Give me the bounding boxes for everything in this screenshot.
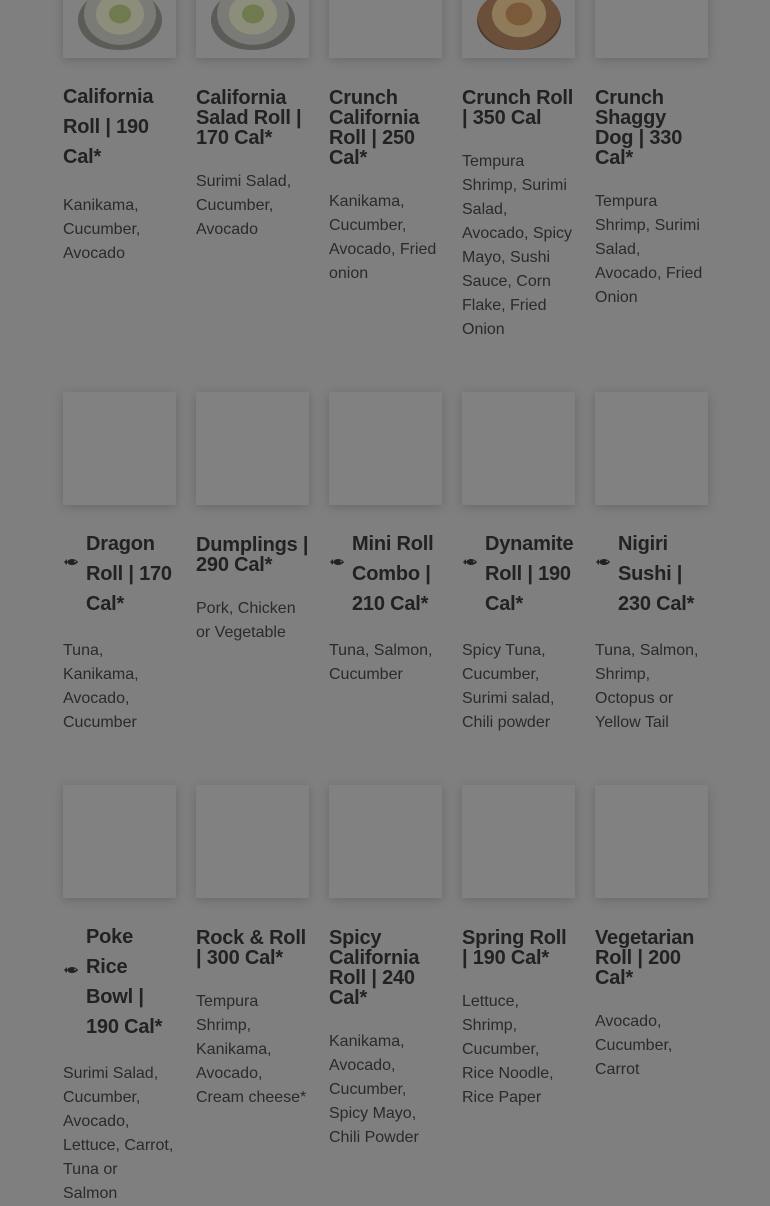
item-photo <box>595 392 708 505</box>
item-title: Dynamite Roll | 190 Cal* <box>485 533 574 615</box>
item-photo <box>462 392 575 505</box>
item-title: Nigiri Sushi | 230 Cal* <box>618 533 695 615</box>
menu-item[interactable] <box>329 785 442 1206</box>
menu-item[interactable] <box>196 392 309 735</box>
item-description: Kanikama, Avocado, Cucumber, Spicy Mayo, Chili Powder <box>329 1033 419 1146</box>
item-photo <box>196 785 309 898</box>
item-description: Kanikama, Cucumber, Avocado, Fried onion <box>329 193 437 282</box>
menu-item[interactable] <box>462 0 575 342</box>
item-photo <box>63 0 176 58</box>
item-description: Surimi Salad, Cucumber, Avocado, Lettuce, Carrot, Tuna or Salmon <box>63 1065 174 1202</box>
menu-item[interactable] <box>595 0 708 342</box>
menu-item[interactable] <box>63 392 176 735</box>
item-photo <box>329 392 442 505</box>
item-description: Surimi Salad, Cucumber, Avocado <box>196 173 292 238</box>
menu-item[interactable] <box>329 392 442 735</box>
menu-item[interactable] <box>63 785 176 1206</box>
item-title: Crunch Roll | 350 Cal <box>462 87 574 129</box>
menu-item[interactable] <box>462 392 575 735</box>
fish-icon <box>462 554 478 570</box>
item-title: Spicy California Roll | 240 Cal* <box>329 927 420 1009</box>
item-description: Pork, Chicken or Vegetable <box>196 600 296 641</box>
item-description: Tempura Shrimp, Surimi Salad, Avocado, Spicy Mayo, Sushi Sauce, Corn Flake, Fried Onion <box>462 153 572 338</box>
item-photo <box>462 785 575 898</box>
item-description: Kanikama, Cucumber, Avocado <box>63 197 141 262</box>
menu-item[interactable] <box>63 0 176 342</box>
menu-row-3 <box>63 785 723 1206</box>
item-description: Tempura Shrimp, Surimi Salad, Avocado, Fried Onion <box>595 193 703 306</box>
item-title: Vegetarian Roll | 200 Cal* <box>595 927 695 989</box>
menu-row-1 <box>63 0 723 342</box>
menu-grid <box>63 0 723 1206</box>
fish-icon <box>63 554 79 570</box>
item-title: Spring Roll | 190 Cal* <box>462 927 567 969</box>
item-description: Tempura Shrimp, Kanikama, Avocado, Cream cheese* <box>196 993 307 1106</box>
item-description: Tuna, Salmon, Cucumber <box>329 642 433 683</box>
item-title: California Salad Roll | 170 Cal* <box>196 87 302 149</box>
sushi-photo <box>211 0 295 50</box>
item-title: Crunch California Roll | 250 Cal* <box>329 87 420 169</box>
item-photo <box>595 785 708 898</box>
item-photo <box>63 785 176 898</box>
menu-item[interactable] <box>196 0 309 342</box>
menu-item[interactable] <box>462 785 575 1206</box>
item-photo <box>462 0 575 58</box>
item-photo <box>196 0 309 58</box>
item-description: Spicy Tuna, Cucumber, Surimi salad, Chili powder <box>462 642 555 731</box>
item-title: Mini Roll Combo | 210 Cal* <box>352 533 434 615</box>
fish-icon <box>595 554 611 570</box>
menu-item[interactable] <box>196 785 309 1206</box>
item-description: Tuna, Kanikama, Avocado, Cucumber <box>63 642 139 731</box>
menu-item[interactable] <box>329 0 442 342</box>
item-title: Poke Rice Bowl | 190 Cal* <box>86 926 163 1038</box>
item-photo <box>196 392 309 505</box>
fish-icon <box>329 554 345 570</box>
item-title: Dragon Roll | 170 Cal* <box>86 533 172 615</box>
menu-row-2 <box>63 392 723 735</box>
item-description: Avocado, Cucumber, Carrot <box>595 1013 673 1078</box>
fish-icon <box>63 962 79 978</box>
item-description: Lettuce, Shrimp, Cucumber, Rice Noodle, Rice Paper <box>462 993 554 1106</box>
item-title: Dumplings | 290 Cal* <box>196 534 309 576</box>
menu-item[interactable] <box>595 392 708 735</box>
item-title: California Roll | 190 Cal* <box>63 86 154 168</box>
item-photo <box>595 0 708 58</box>
item-photo <box>329 785 442 898</box>
item-photo <box>63 392 176 505</box>
item-title: Rock & Roll | 300 Cal* <box>196 927 307 969</box>
shrimp-photo <box>477 0 561 50</box>
item-title: Crunch Shaggy Dog | 330 Cal* <box>595 87 683 169</box>
menu-item[interactable] <box>595 785 708 1206</box>
sushi-photo <box>78 0 162 50</box>
item-photo <box>329 0 442 58</box>
item-description: Tuna, Salmon, Shrimp, Octopus or Yellow Tail <box>595 642 699 731</box>
